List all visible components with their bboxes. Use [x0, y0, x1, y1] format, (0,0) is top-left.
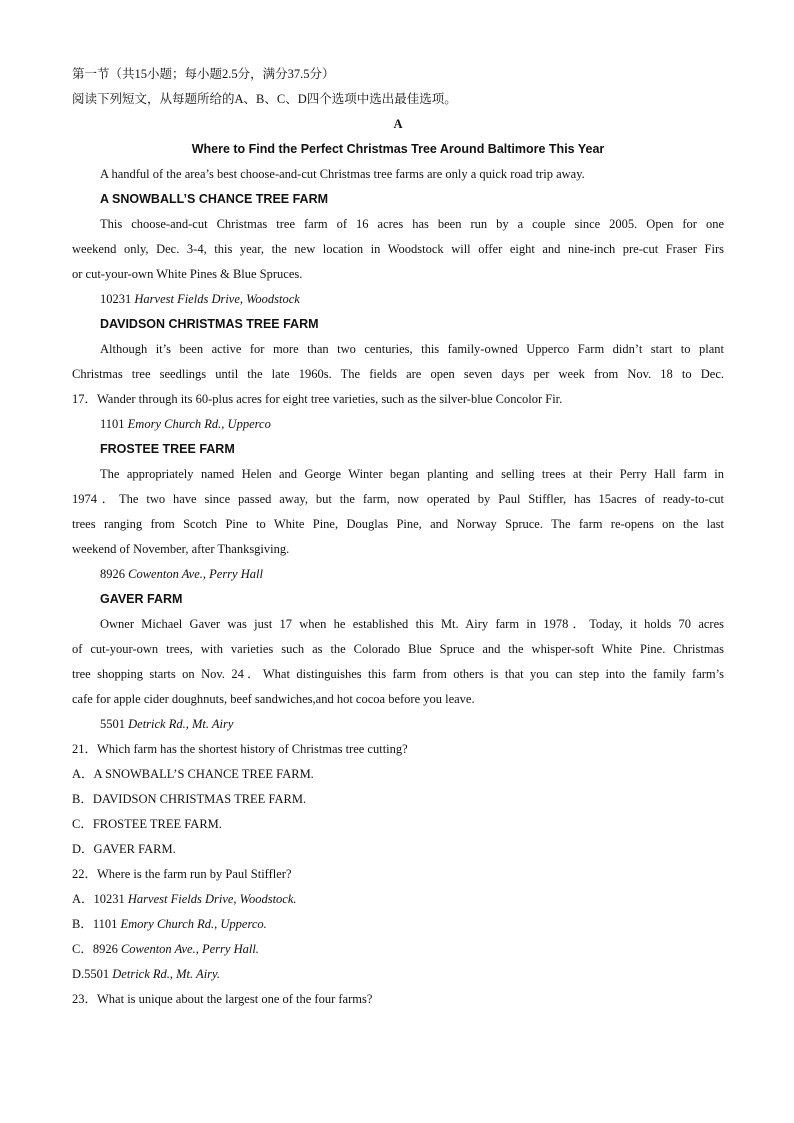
answer-option[interactable]: B．DAVIDSON CHRISTMAS TREE FARM.	[72, 792, 307, 806]
answer-option[interactable]	[72, 912, 724, 937]
question-stem: 22．Where is the farm run by Paul Stiffler?	[72, 867, 292, 881]
farm-text-line: 1974．The two have since passed away, but the farm, now operated by Paul Stiffler, has 15acres of ready-to-cut	[72, 492, 724, 506]
farm-heading: FROSTEE TREE FARM	[100, 442, 235, 456]
address-number: 8926	[100, 567, 125, 581]
address-street: Detrick Rd., Mt. Airy	[128, 717, 234, 731]
farm-heading: DAVIDSON CHRISTMAS TREE FARM	[100, 317, 319, 331]
farm-address	[72, 712, 724, 737]
farm-address	[72, 287, 724, 312]
answer-option[interactable]: C．FROSTEE TREE FARM.	[72, 817, 222, 831]
option-prefix: A．10231	[72, 892, 128, 906]
farm-address	[72, 412, 724, 437]
farm-heading: GAVER FARM	[100, 592, 183, 606]
option-prefix: D.5501	[72, 967, 113, 981]
passage-letter: A	[393, 117, 403, 131]
address-number: 5501	[100, 717, 125, 731]
answer-option[interactable]	[72, 887, 724, 912]
option-address: Detrick Rd., Mt. Airy.	[112, 967, 221, 981]
option-prefix: C．8926	[72, 942, 121, 956]
farm-text-line: cafe for apple cider doughnuts, beef sandwiches,and hot cocoa before you leave.	[72, 692, 475, 706]
farm-heading: A SNOWBALL’S CHANCE TREE FARM	[100, 192, 329, 206]
farm-text-line: Christmas tree seedlings until the late 1960s. The fields are open seven days per week from Nov. 18 to Dec.	[72, 367, 724, 381]
option-prefix: B．1101	[72, 917, 121, 931]
option-address: Harvest Fields Drive, Woodstock.	[127, 892, 297, 906]
section-header: 第一节（共15小题；每小题2.5分，满分37.5分）	[72, 67, 335, 81]
section-instruction: 阅读下列短文，从每题所给的A、B、C、D四个选项中选出最佳选项。	[72, 92, 457, 106]
answer-option[interactable]: D．GAVER FARM.	[72, 842, 176, 856]
option-address: Emory Church Rd., Upperco.	[120, 917, 267, 931]
address-number: 1101	[100, 417, 125, 431]
farm-text-line: or cut-your-own White Pines & Blue Spruces.	[72, 267, 303, 281]
farm-text-line: Although it’s been active for more than two centuries, this family-owned Upperco Farm didn’t start to plant	[100, 342, 724, 356]
address-street: Cowenton Ave., Perry Hall	[128, 567, 263, 581]
farm-address	[72, 562, 724, 587]
exam-page	[72, 62, 724, 1012]
address-street: Harvest Fields Drive, Woodstock	[134, 292, 300, 306]
answer-option[interactable]	[72, 962, 724, 987]
option-address: Cowenton Ave., Perry Hall.	[120, 942, 259, 956]
article-intro: A handful of the area’s best choose-and-cut Christmas tree farms are only a quick road trip away.	[100, 167, 585, 181]
article-title: Where to Find the Perfect Christmas Tree Around Baltimore This Year	[191, 142, 605, 156]
farm-text-line: The appropriately named Helen and George Winter began planting and selling trees at their Perry Hall farm in	[100, 467, 724, 481]
farm-text-line: Owner Michael Gaver was just 17 when he established this Mt. Airy farm in 1978．Today, it holds 70 acres	[100, 617, 724, 631]
address-street: Emory Church Rd., Upperco	[127, 417, 271, 431]
farm-text-line: weekend of November, after Thanksgiving.	[72, 542, 290, 556]
farm-text-line: This choose-and-cut Christmas tree farm of 16 acres has been run by a couple since 2005. Open for one	[100, 217, 724, 231]
farm-text-line: tree shopping starts on Nov. 24．What distinguishes this farm from others is that you can step into the family farm’s	[72, 667, 724, 681]
farm-text-line: trees ranging from Scotch Pine to White Pine, Douglas Pine, and Norway Spruce. The farm re-opens on the last	[72, 517, 724, 531]
question-stem: 21．Which farm has the shortest history of Christmas tree cutting?	[72, 742, 408, 756]
answer-option[interactable]: A．A SNOWBALL’S CHANCE TREE FARM.	[72, 767, 314, 781]
question-stem: 23．What is unique about the largest one of the four farms?	[72, 992, 373, 1006]
address-number: 10231	[100, 292, 132, 306]
farm-text-line: weekend only, Dec. 3-4, this year, the new location in Woodstock will offer eight and nine-inch pre-cut Fraser Firs	[72, 242, 724, 256]
farm-text-line: 17．Wander through its 60-plus acres for eight tree varieties, such as the silver-blue Concolor Fir.	[72, 392, 563, 406]
answer-option[interactable]	[72, 937, 724, 962]
farm-text-line: of cut-your-own trees, with varieties such as the Colorado Blue Spruce and the whisper-soft White Pine. Christmas	[72, 642, 724, 656]
